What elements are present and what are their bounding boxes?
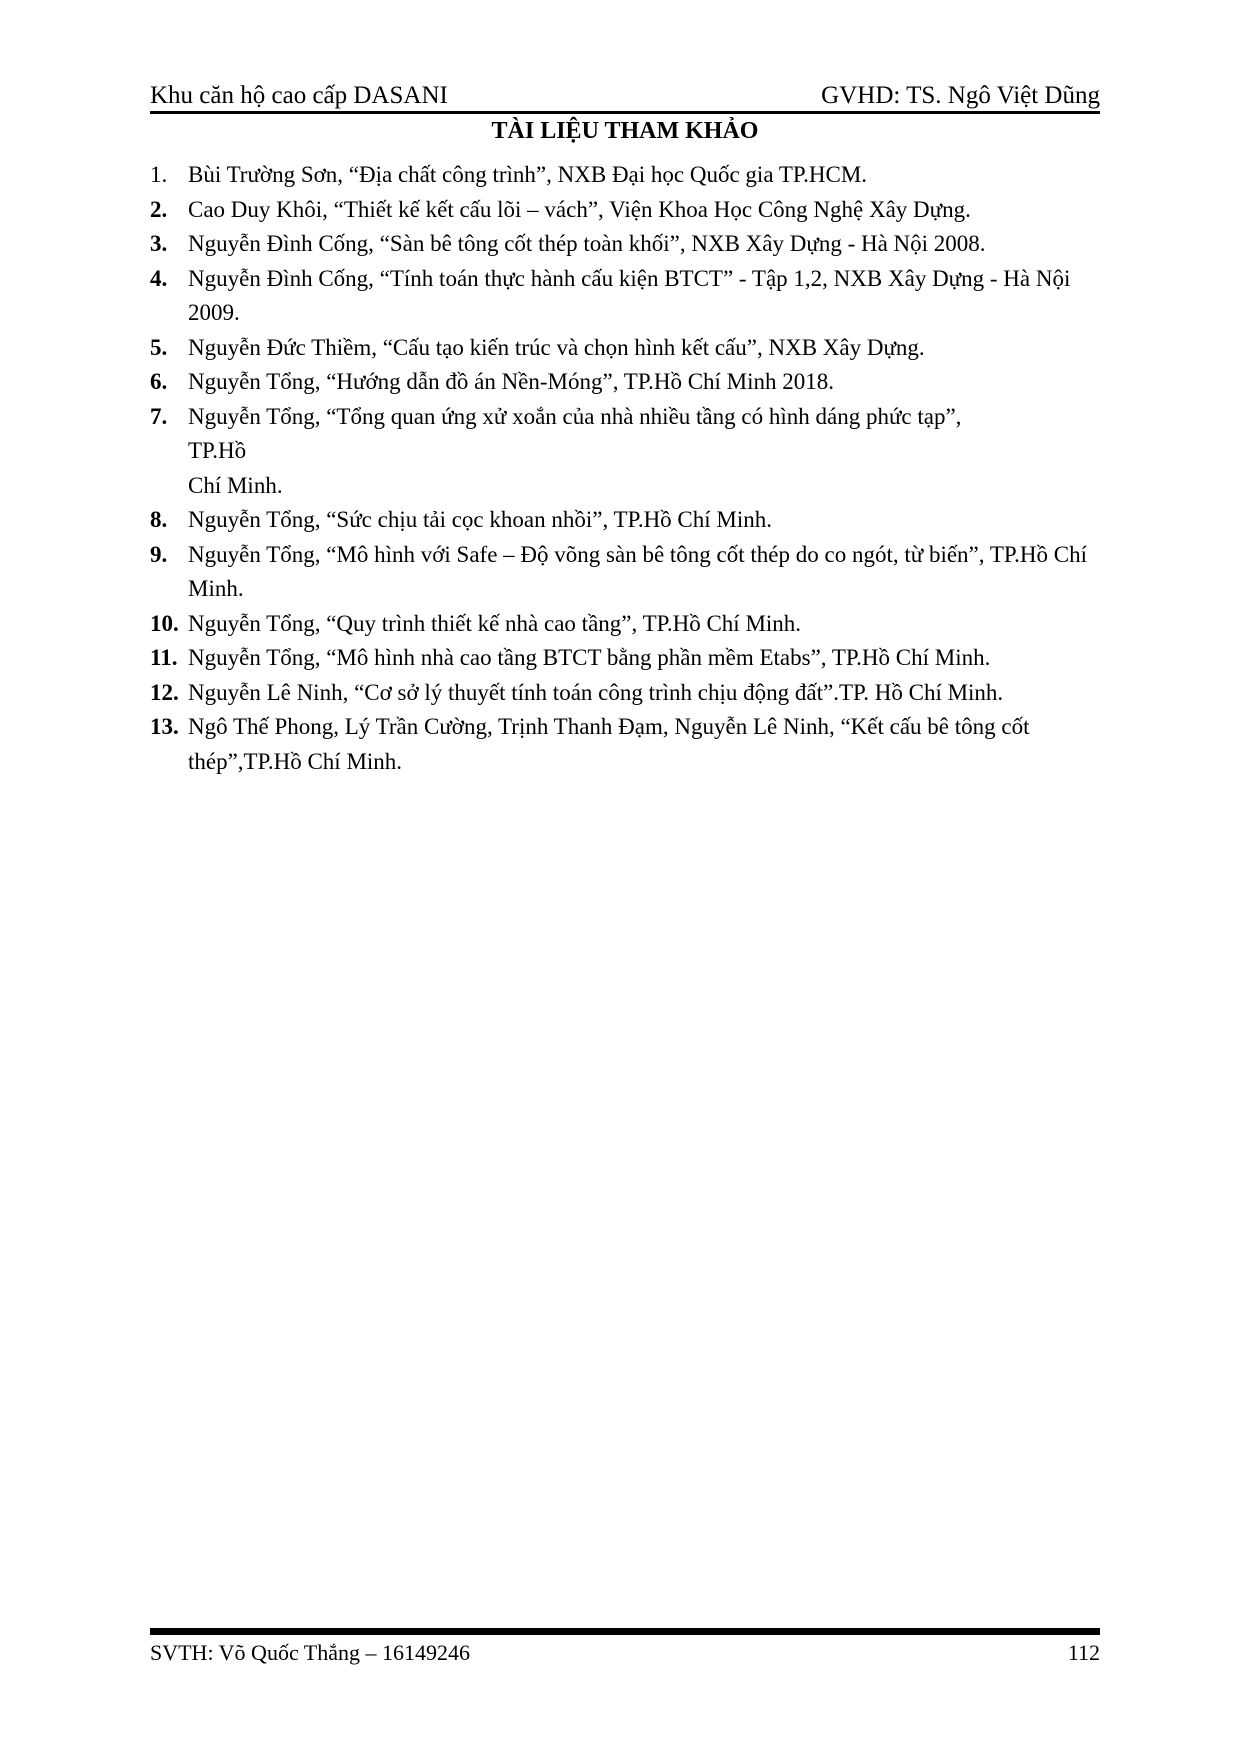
reference-text-line-2: TP.Hồ bbox=[188, 438, 247, 463]
reference-item-9 bbox=[150, 538, 1100, 607]
reference-item-11 bbox=[150, 641, 1100, 676]
reference-number: 4. bbox=[150, 265, 168, 291]
reference-number: 10. bbox=[150, 610, 179, 636]
reference-item-13 bbox=[150, 710, 1100, 779]
reference-item-5 bbox=[150, 331, 1100, 366]
reference-item-4 bbox=[150, 262, 1100, 331]
reference-number: 3. bbox=[150, 231, 168, 256]
reference-text: Bùi Trường Sơn, “Địa chất công trình”, NXB Đại học Quốc gia TP.HCM. bbox=[188, 162, 868, 187]
header-supervisor: GVHD: TS. Ngô Việt Dũng bbox=[821, 82, 1100, 109]
reference-item-7 bbox=[150, 400, 1100, 504]
reference-number: 7. bbox=[150, 403, 168, 429]
reference-number: 2. bbox=[150, 196, 168, 222]
footer-divider bbox=[150, 1628, 1100, 1635]
header-project-title: Khu căn hộ cao cấp DASANI bbox=[150, 82, 448, 109]
reference-item-3 bbox=[150, 227, 1100, 262]
reference-text: Nguyễn Tổng, “Tổng quan ứng xử xoắn của nhà nhiều tầng có hình dáng phức tạp”, bbox=[188, 403, 962, 429]
reference-text: Nguyễn Tổng, “Sức chịu tải cọc khoan nhồi”, TP.Hồ Chí Minh. bbox=[188, 507, 772, 532]
reference-text: Nguyễn Đức Thiềm, “Cấu tạo kiến trúc và chọn hình kết cấu”, NXB Xây Dựng. bbox=[188, 334, 925, 360]
page-title: TÀI LIỆU THAM KHẢO bbox=[491, 118, 759, 144]
reference-text: Cao Duy Khôi, “Thiết kế kết cấu lõi – vách”, Viện Khoa Học Công Nghệ Xây Dựng. bbox=[188, 196, 971, 222]
reference-text: Ngô Thế Phong, Lý Trần Cường, Trịnh Thanh Đạm, Nguyễn Lê Ninh, “Kết cấu bê tông cốt thép”,TP.Hồ Chí Minh. bbox=[188, 714, 1030, 774]
reference-text: Nguyễn Lê Ninh, “Cơ sở lý thuyết tính toán công trình chịu động đất”.TP. Hồ Chí Minh. bbox=[188, 679, 1004, 705]
reference-item-10 bbox=[150, 607, 1100, 642]
footer-student: SVTH: Võ Quốc Thắng – 16149246 bbox=[150, 1640, 471, 1665]
reference-text: Nguyễn Đình Cống, “Tính toán thực hành cấu kiện BTCT” - Tập 1,2, NXB Xây Dựng - Hà Nội 2009. bbox=[188, 265, 1071, 325]
reference-number: 8. bbox=[150, 507, 168, 532]
reference-item-6 bbox=[150, 365, 1100, 400]
page-number: 112 bbox=[1067, 1640, 1100, 1665]
reference-item-1 bbox=[150, 158, 1100, 193]
reference-text: Nguyễn Tổng, “Quy trình thiết kế nhà cao tầng”, TP.Hồ Chí Minh. bbox=[188, 610, 802, 636]
reference-text: Nguyễn Đình Cống, “Sàn bê tông cốt thép toàn khối”, NXB Xây Dựng - Hà Nội 2008. bbox=[188, 231, 986, 256]
reference-text: Nguyễn Tổng, “Mô hình với Safe – Độ võng sàn bê tông cốt thép do co ngót, từ biến”, TP.Hồ Chí Minh. bbox=[188, 541, 1087, 601]
reference-item-8 bbox=[150, 503, 1100, 538]
page-header bbox=[150, 74, 1100, 110]
reference-text-block bbox=[188, 400, 1100, 504]
header-divider bbox=[150, 111, 1100, 114]
reference-number: 1. bbox=[150, 162, 168, 187]
reference-number: 9. bbox=[150, 541, 168, 567]
reference-item-2 bbox=[150, 193, 1100, 228]
page-footer bbox=[150, 1638, 1100, 1668]
reference-number: 5. bbox=[150, 334, 168, 360]
reference-number: 11. bbox=[150, 645, 178, 670]
reference-text: Nguyễn Tổng, “Mô hình nhà cao tầng BTCT bằng phần mềm Etabs”, TP.Hồ Chí Minh. bbox=[188, 645, 991, 670]
reference-text-line-3: Chí Minh. bbox=[188, 472, 283, 498]
reference-number: 12. bbox=[150, 679, 179, 705]
reference-list bbox=[150, 158, 1100, 779]
reference-item-12 bbox=[150, 676, 1100, 711]
reference-number: 6. bbox=[150, 369, 168, 394]
reference-text: Nguyễn Tổng, “Hướng dẫn đồ án Nền-Móng”, TP.Hồ Chí Minh 2018. bbox=[188, 369, 835, 394]
reference-number: 13. bbox=[150, 714, 179, 739]
